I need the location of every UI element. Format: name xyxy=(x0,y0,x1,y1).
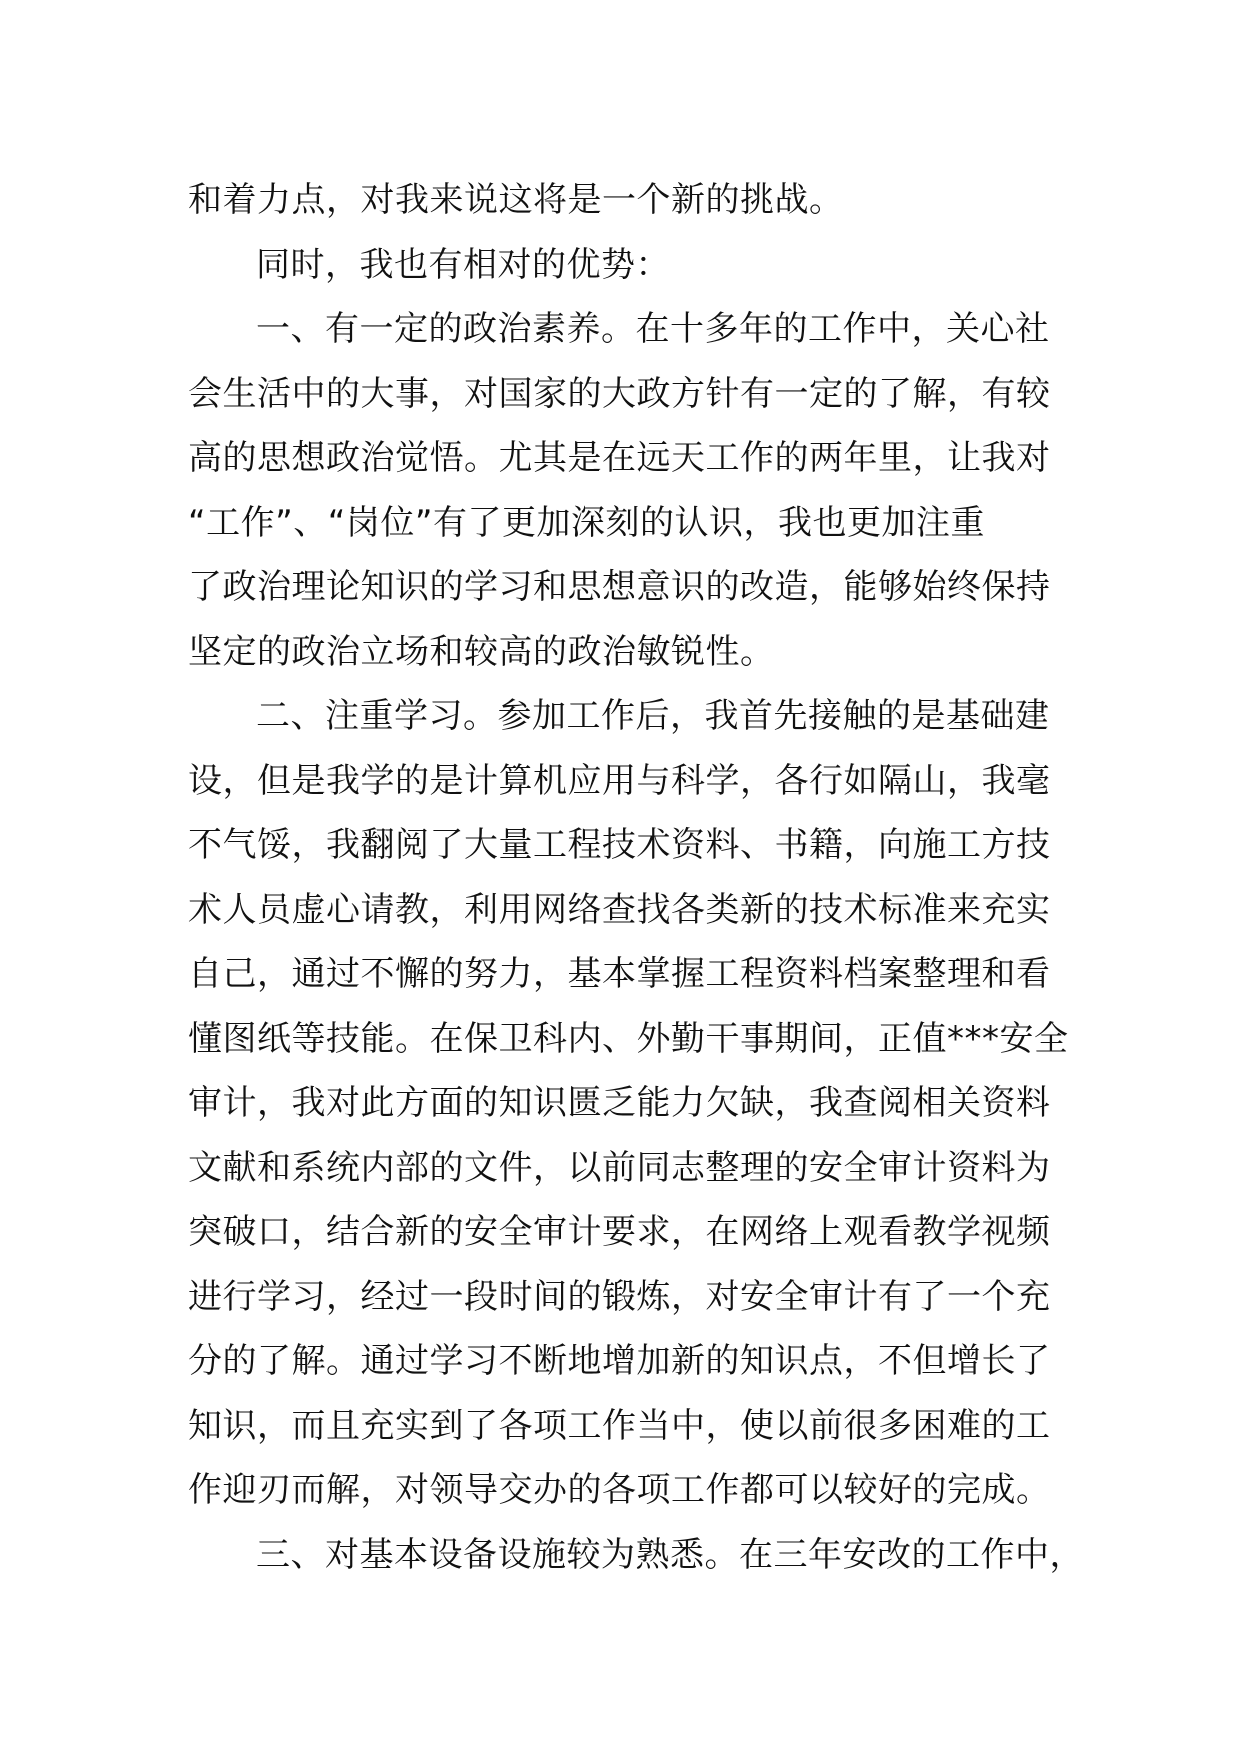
text-line: 自己，通过不懈的努力，基本掌握工程资料档案整理和看 xyxy=(188,954,1051,994)
text-line: 坚定的政治立场和较高的政治敏锐性。 xyxy=(188,631,775,672)
text-line: 突破口，结合新的安全审计要求，在网络上观看教学视频 xyxy=(188,1212,1051,1252)
text-line: 二、注重学习。参加工作后，我首先接触的是基础建 xyxy=(256,696,1050,736)
text-line: 不气馁，我翻阅了大量工程技术资料、书籍，向施工方技 xyxy=(188,825,1051,865)
text-line: 进行学习，经过一段时间的锻炼，对安全审计有了一个充 xyxy=(188,1276,1051,1317)
document-body xyxy=(188,168,1088,1587)
text-line: 知识，而且充实到了各项工作当中，使以前很多困难的工 xyxy=(188,1405,1051,1446)
text-line: 和着力点，对我来说这将是一个新的挑战。 xyxy=(188,180,844,220)
text-line: 了政治理论知识的学习和思想意识的改造，能够始终保持 xyxy=(188,567,1051,607)
text-line: 懂图纸等技能。在保卫科内、外勤干事期间，正值***安全 xyxy=(188,1018,1069,1059)
text-line: “工作”、“岗位”有了更加深刻的认识，我也更加注重 xyxy=(188,502,985,543)
text-line: 同时，我也有相对的优势： xyxy=(256,244,670,285)
text-line: 一、有一定的政治素养。在十多年的工作中，关心社 xyxy=(256,309,1050,349)
text-line: 会生活中的大事，对国家的大政方针有一定的了解，有较 xyxy=(188,373,1051,414)
text-line: 设，但是我学的是计算机应用与科学，各行如隔山，我毫 xyxy=(188,760,1051,801)
text-line: 高的思想政治觉悟。尤其是在远天工作的两年里，让我对 xyxy=(188,438,1051,478)
text-line: 分的了解。通过学习不断地增加新的知识点，不但增长了 xyxy=(188,1341,1051,1381)
text-line: 术人员虚心请教，利用网络查找各类新的技术标准来充实 xyxy=(188,889,1051,930)
text-line: 审计，我对此方面的知识匮乏能力欠缺，我查阅相关资料 xyxy=(188,1083,1051,1123)
text-line: 三、对基本设备设施较为熟悉。在三年安改的工作中， xyxy=(256,1534,1084,1575)
text-line: 作迎刃而解，对领导交办的各项工作都可以较好的完成。 xyxy=(188,1470,1051,1510)
text-line: 文献和系统内部的文件，以前同志整理的安全审计资料为 xyxy=(188,1147,1051,1188)
